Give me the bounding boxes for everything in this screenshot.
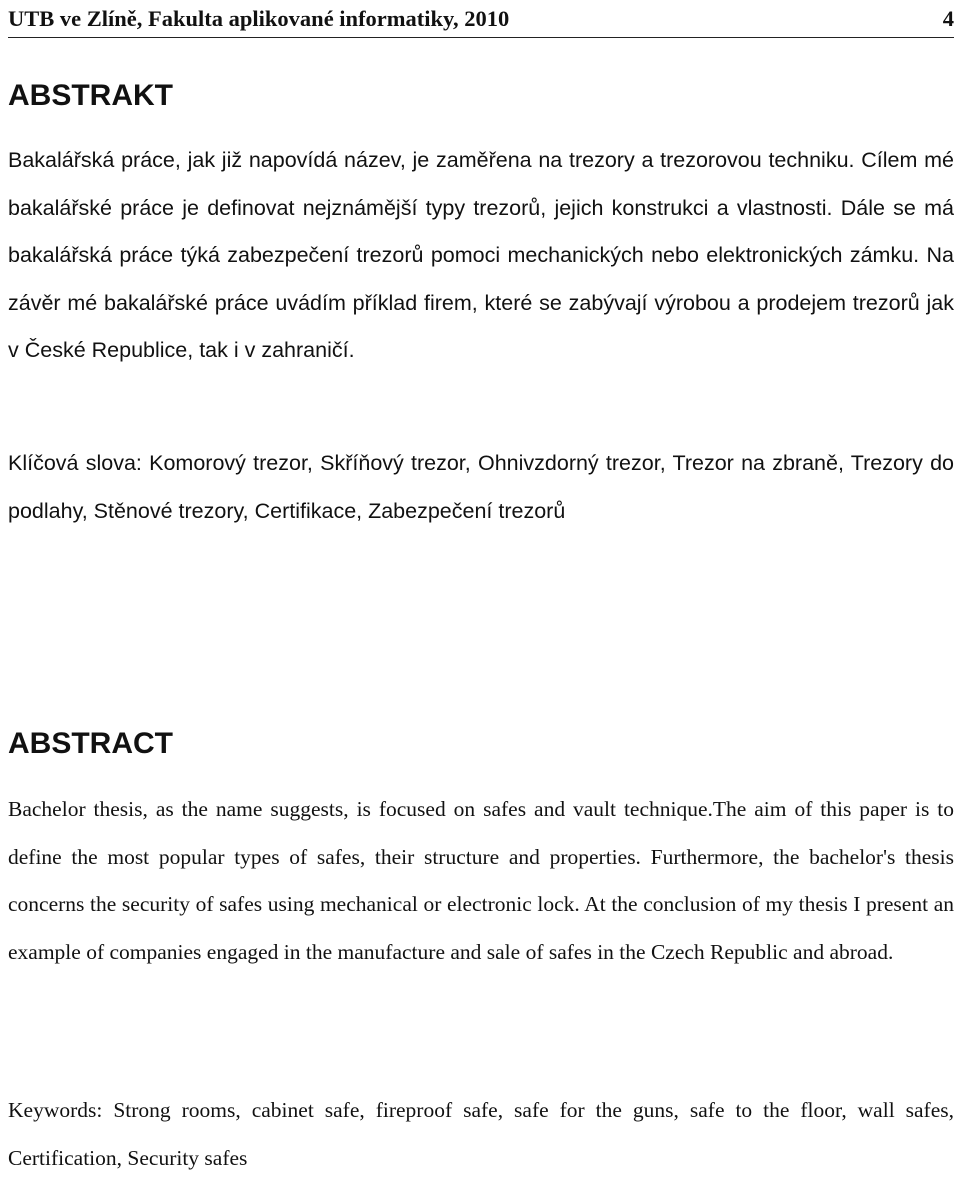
abstrakt-paragraph: Bakalářská práce, jak již napovídá název, je zaměřena na trezory a trezorovou techniku. Cílem mé bakalářské práce je definovat nejznámější typy trezorů, jejich konstrukci a vlastnosti. Dále se má bakalářská práce týká zabezpečení trezorů pomoci mechanických nebo elektronických zámku. Na závěr mé bakalářské práce uvádím příklad firem, které se zabývají výrobou a prodejem trezorů jak v České Republice, tak i v zahraničí. <box>8 148 954 362</box>
abstrakt-keywords: Klíčová slova: Komorový trezor, Skříňový trezor, Ohnivzdorný trezor, Trezor na zbraně, Trezory do podlahy, Stěnové trezory, Certifikace, Zabezpečení trezorů <box>8 451 954 523</box>
abstrakt-heading: ABSTRAKT <box>8 79 173 112</box>
abstract-paragraph: Bachelor thesis, as the name suggests, is focused on safes and vault technique.The aim of this paper is to define the most popular types of safes, their structure and properties. Furthermore, the bachelor's thesis concerns the security of safes using mechanical or electronic lock. At the conclusion of my thesis I present an example of companies engaged in the manufacture and sale of safes in the Czech Republic and abroad. <box>8 797 954 964</box>
abstract-keywords: Keywords: Strong rooms, cabinet safe, fireproof safe, safe for the guns, safe to the floor, wall safes, Certification, Security safes <box>8 1098 954 1170</box>
header-title: UTB ve Zlíně, Fakulta aplikované informatiky, 2010 <box>8 6 510 31</box>
abstract-heading: ABSTRACT <box>8 727 173 760</box>
page-number: 4 <box>942 6 954 31</box>
page-header <box>8 0 954 38</box>
